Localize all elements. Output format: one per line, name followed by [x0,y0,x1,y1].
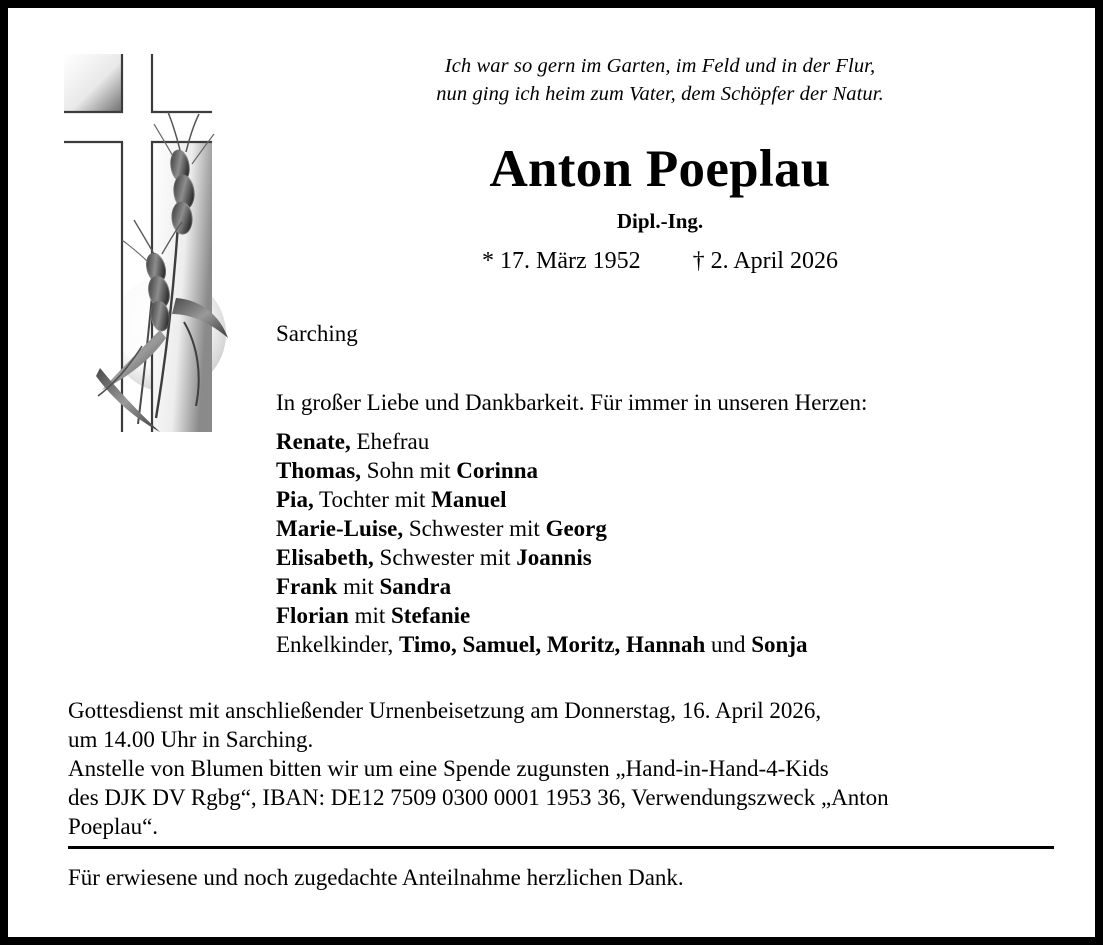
family-relation: mit [337,574,380,599]
grandchildren-prefix: Enkelkinder, [276,632,399,657]
memorial-emblem [56,46,256,441]
family-partner: Corinna [456,458,539,483]
dedication-line: In großer Liebe und Dankbarkeit. Für immer in unseren Herzen: [276,390,868,415]
family-list [276,427,1060,659]
family-name: Pia, [276,487,314,512]
service-information [68,696,1056,841]
name-block [260,138,1060,278]
family-name: Elisabeth, [276,545,374,570]
family-relation: Tochter mit [313,487,432,512]
service-line-2: um 14.00 Uhr in Sarching. [68,727,314,752]
notice-inner [8,8,1095,937]
family-partner: Stefanie [391,603,471,628]
service-line-1: Gottesdienst mit anschließender Urnenbeisetzung am Donnerstag, 16. April 2026, [68,698,822,723]
family-name: Marie-Luise, [276,516,404,541]
verse-line-1: Ich war so gern im Garten, im Feld und in der Flur, [444,55,876,77]
grandchildren-last: Sonja [751,632,808,657]
family-name: Renate, [276,429,351,454]
deceased-name: Anton Poeplau [489,140,831,198]
closing-thanks: Für erwiesene und noch zugedachte Anteilnahme herzlichen Dank. [68,865,684,890]
life-dates [260,244,1060,278]
family-partner: Manuel [431,487,507,512]
family-relation: Schwester mit [403,516,546,541]
grandchildren-names: Timo, Samuel, Moritz, Hannah [399,632,706,657]
donation-line-3: Poeplau“. [68,814,159,839]
family-name: Florian [276,603,349,628]
deceased-qualification: Dipl.-Ing. [616,209,704,233]
grandchildren-row [276,630,1060,659]
family-row [276,456,1060,485]
grandchildren-conjunction: und [705,632,752,657]
family-partner: Sandra [379,574,452,599]
family-relation: Ehefrau [350,429,430,454]
family-name: Frank [276,574,338,599]
family-relation: mit [348,603,392,628]
section-divider [68,846,1054,849]
death-date: † 2. April 2026 [692,248,838,274]
family-row [276,485,1060,514]
family-row [276,514,1060,543]
family-row [276,601,1060,630]
birth-date: * 17. März 1952 [482,248,641,274]
family-partner: Joannis [516,545,592,570]
family-relation: Sohn mit [361,458,457,483]
donation-line-2-iban: des DJK DV Rgbg“, IBAN: DE12 7509 0300 0001 1953 36, Verwendungszweck „Anton [68,785,889,810]
memorial-verse [260,52,1060,108]
family-row [276,572,1060,601]
family-row [276,543,1060,572]
family-row [276,427,1060,456]
family-name: Thomas, [276,458,361,483]
place-line: Sarching [276,321,358,346]
family-relation: Schwester mit [373,545,517,570]
donation-line-1: Anstelle von Blumen bitten wir um eine Spende zugunsten „Hand-in-Hand-4-Kids [68,756,829,781]
family-partner: Georg [545,516,607,541]
verse-line-2: nun ging ich heim zum Vater, dem Schöpfer der Natur. [436,83,884,105]
